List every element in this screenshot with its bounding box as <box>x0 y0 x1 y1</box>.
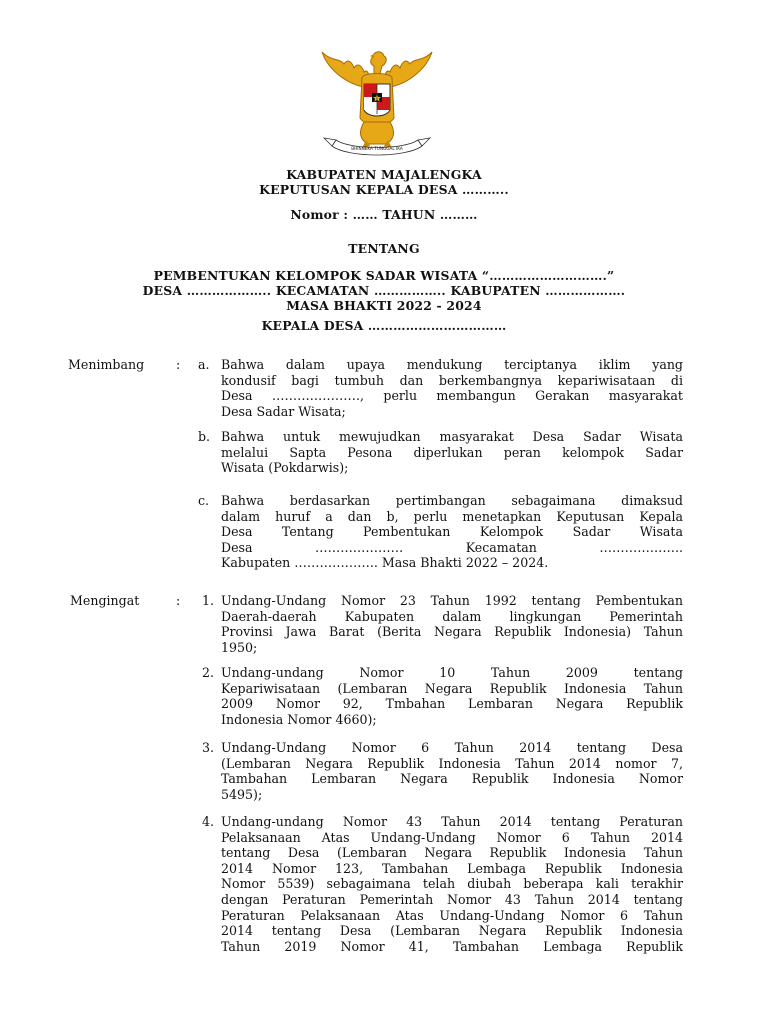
menimbang-item-b <box>221 429 683 476</box>
text-line: Pelaksanaan Atas Undang-Undang Nomor 6 Tahun 2014 <box>221 829 683 845</box>
text-line: (Lembaran Negara Republik Indonesia Tahun 2014 nomor 7, <box>221 755 683 771</box>
text-line: Kabupaten ……………….. Masa Bhakti 2022 – 2024. <box>221 555 549 571</box>
text-line: Undang-Undang Nomor 23 Tahun 1992 tentang Pembentukan <box>221 593 683 608</box>
item-mark-3: 3. <box>202 740 215 755</box>
menimbang-item-c <box>221 493 683 571</box>
shield <box>364 84 390 116</box>
item-mark-1: 1. <box>202 593 215 608</box>
text-line: 5495); <box>221 786 263 802</box>
decree-subject <box>0 268 768 313</box>
text-line: Tambahan Lembaran Negara Republik Indonesia Nomor <box>221 771 683 787</box>
ribbon-text: BHINNEKA TUNGGAL IKA <box>351 146 403 151</box>
text-line: Undang-Undang Nomor 6 Tahun 2014 tentang Desa <box>221 740 683 755</box>
item-mark-c: c. <box>198 493 210 508</box>
text-line: Peraturan Pelaksanaan Atas Undang-Undang Nomor 6 Tahun <box>221 907 683 923</box>
decree-title: KEPUTUSAN KEPALA DESA ……….. <box>259 182 509 197</box>
item-mark-2: 2. <box>202 665 215 680</box>
text-line: melalui Sapta Pesona diperlukan peran kelompok Sadar <box>221 444 683 460</box>
text-line: Bahwa untuk mewujudkan masyarakat Desa Sadar Wisata <box>221 429 683 444</box>
subject-line-3: MASA BHAKTI 2022 - 2024 <box>286 298 482 313</box>
text-line: Desa Tentang Pembentukan Kelompok Sadar Wisata <box>221 524 683 540</box>
text-line: Wisata (Pokdarwis); <box>221 460 349 476</box>
text-line: 2014 Nomor 123, Tambahan Lembaga Republik Indonesia <box>221 860 683 876</box>
text-line: 1950; <box>221 639 258 655</box>
text-line: dalam huruf a dan b, perlu menetapkan Keputusan Kepala <box>221 508 683 524</box>
regency-title: KABUPATEN MAJALENGKA <box>286 167 482 182</box>
text-line: Bahwa dalam upaya mendukung terciptanya iklim yang <box>221 357 683 372</box>
tentang-heading: TENTANG <box>348 241 420 256</box>
mengingat-colon: : <box>176 593 181 608</box>
text-line: Indonesia Nomor 4660); <box>221 711 377 727</box>
text-line: Tahun 2019 Nomor 41, Tambahan Lembaga Republik <box>221 938 683 954</box>
menimbang-item-a <box>221 357 683 419</box>
text-line: tentang Desa (Lembaran Negara Republik Indonesia Tahun <box>221 845 683 861</box>
village-head-line: KEPALA DESA …………………………… <box>261 318 507 333</box>
mengingat-item-1 <box>221 593 683 655</box>
text-line: dengan Peraturan Pemerintah Nomor 43 Tahun 2014 tentang <box>221 891 683 907</box>
item-mark-b: b. <box>198 429 211 444</box>
menimbang-colon: : <box>176 357 181 372</box>
text-line: Desa ………………… Kecamatan ……………….. <box>221 539 683 555</box>
decree-number: Nomor : …… TAHUN ……… <box>290 207 478 222</box>
text-line: kondusif bagi tumbuh dan berkembangnya kepariwisataan di <box>221 372 683 388</box>
text-line: Undang-undang Nomor 10 Tahun 2009 tentang <box>221 665 683 680</box>
text-line: Kepariwisataan (Lembaran Negara Republik Indonesia Tahun <box>221 680 683 696</box>
text-line: Daerah-daerah Kabupaten dalam lingkungan Pemerintah <box>221 608 683 624</box>
mengingat-label: Mengingat <box>70 593 140 608</box>
garuda-pancasila-emblem <box>318 48 436 160</box>
text-line: Provinsi Jawa Barat (Berita Negara Republik Indonesia) Tahun <box>221 624 683 640</box>
mengingat-item-4 <box>221 814 683 954</box>
text-line: Bahwa berdasarkan pertimbangan sebagaimana dimaksud <box>221 493 683 508</box>
text-line: Desa Sadar Wisata; <box>221 403 346 419</box>
text-line: Desa …………………, perlu membangun Gerakan masyarakat <box>221 388 683 404</box>
subject-line-2: DESA ……………….. KECAMATAN …………….. KABUPATEN ………………. <box>142 283 626 298</box>
text-line: Undang-undang Nomor 43 Tahun 2014 tentang Peraturan <box>221 814 683 829</box>
mengingat-item-2 <box>221 665 683 727</box>
item-mark-a: a. <box>198 357 210 372</box>
item-mark-4: 4. <box>202 814 215 829</box>
menimbang-label: Menimbang <box>68 357 145 372</box>
text-line: Nomor 5539) sebagaimana telah diubah beberapa kali terakhir <box>221 876 683 892</box>
mengingat-item-3 <box>221 740 683 802</box>
text-line: 2014 tentang Desa (Lembaran Negara Republik Indonesia <box>221 923 683 939</box>
subject-line-1: PEMBENTUKAN KELOMPOK SADAR WISATA “……………………….” <box>153 268 615 283</box>
document-header <box>0 167 768 197</box>
text-line: 2009 Nomor 92, Tmbahan Lembaran Negara Republik <box>221 696 683 712</box>
garuda-tail <box>361 122 394 144</box>
